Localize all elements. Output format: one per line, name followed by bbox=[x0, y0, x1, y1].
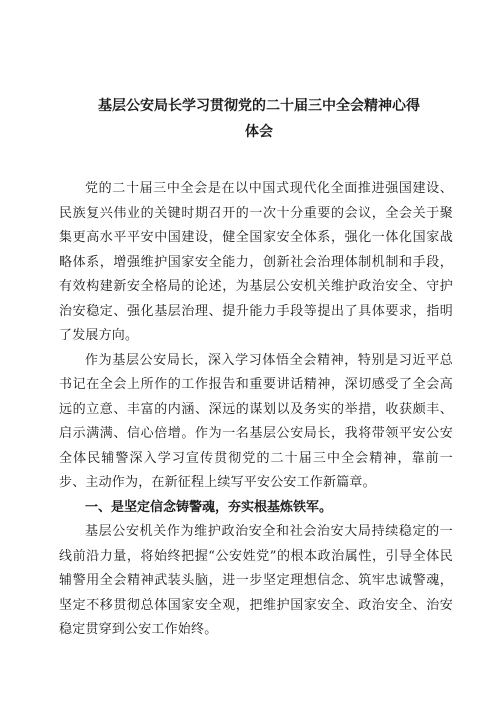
paragraph-section-one: 基层公安机关作为维护政治安全和社会治安大局持续稳定的一线前沿力量，将始终把握“公安姓党”的根本政治属性，引导全体民辅警用全会精神武装头脑，进一步坚定理想信念、筑牢忠诚警魂，坚定不移贯彻总体国家安全观，把维护国家安全、政治安全、治安稳定贯穿到公安工作始终。 bbox=[59, 524, 453, 637]
section-heading: 一、是坚定信念铸警魂，夯实根基炼铁军。 bbox=[85, 499, 333, 515]
title-line-2: 体会 bbox=[245, 124, 273, 140]
paragraph-intro: 党的二十届三中全会是在以中国式现代化全面推进强国建设、民族复兴伟业的关键时期召开的一次十分重要的会议，全会关于聚集更高水平平安中国建设，健全国家安全体系，强化一体化国家战略体系，增强维护国家安全能力，创新社会治理体制机制和手段，有效构建新安全格局的论述，为基层公安机关维护政治安全、守护治安稳定、强化基层治理、提升能力手段等提出了具体要求，指明了发展方向。 bbox=[59, 181, 453, 343]
title-line-1: 基层公安局长学习贯彻党的二十届三中全会精神心得 bbox=[98, 98, 420, 114]
document-title bbox=[59, 93, 453, 145]
paragraph-role: 作为基层公安局长，深入学习体悟全会精神，特别是习近平总书记在全会上所作的工作报告和重要讲话精神，深切感受了全会高远的立意、丰富的内涵、深远的谋划以及务实的举措，收获颇丰、启示满满、信心倍增。作为一名基层公安局长，我将带领平安公安全体民辅警深入学习宣传贯彻党的二十届三中全会精神，靠前一步、主动作为，在新征程上续写平安公安工作新篇章。 bbox=[59, 352, 453, 490]
